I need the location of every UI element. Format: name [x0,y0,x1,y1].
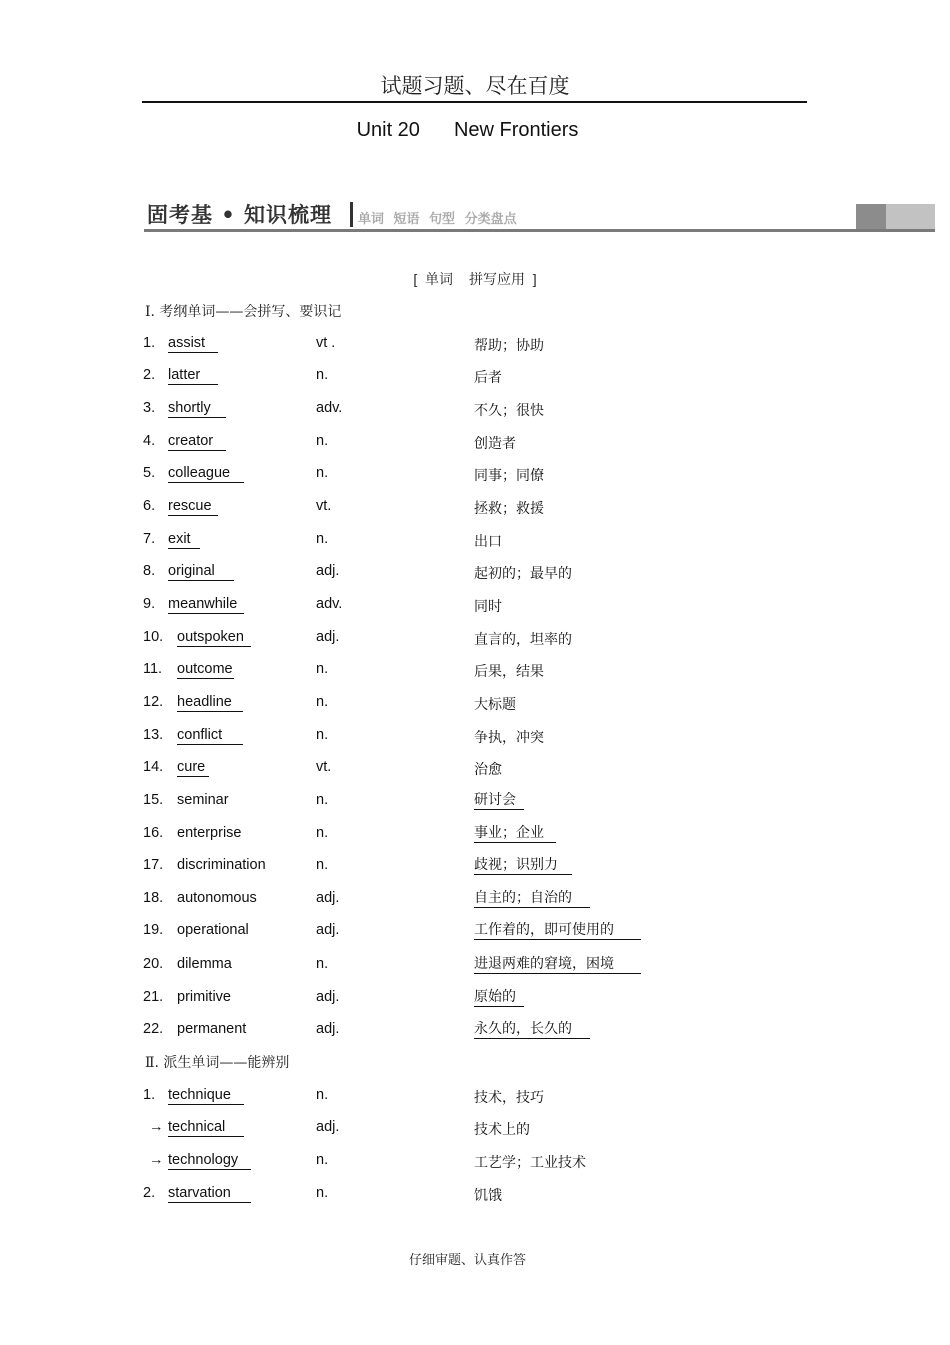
item-number: 14. [143,759,164,775]
banner-subtitle: 单词 短语 句型 分类盘点 [358,212,517,227]
part-of-speech: adv. [316,400,343,416]
english-word: original [168,563,234,581]
item-number: 5. [143,465,156,481]
chinese-meaning: 永久的，长久的 [474,1021,590,1039]
english-word: primitive [177,989,231,1005]
item-number: 9. [143,596,156,612]
chinese-meaning: 起初的；最早的 [474,566,572,582]
word-row [0,400,950,422]
part1-title: Ⅰ. 考纲单词——会拼写、要识记 [145,304,342,320]
item-number: 18. [143,890,164,906]
part-of-speech: n. [316,1087,329,1103]
part-of-speech: vt. [316,759,332,775]
word-row [0,596,950,618]
arrow-icon: → [149,1119,164,1135]
item-number: 4. [143,433,156,449]
item-number: 1. [143,1087,156,1103]
word-row [0,759,950,781]
english-word: discrimination [177,857,266,873]
page-footer: 仔细审题、认真作答 [408,1253,526,1268]
section-header-right: 拼写应用 [469,271,525,287]
item-number: 15. [143,792,164,808]
part-of-speech: adj. [316,989,340,1005]
item-number: 7. [143,531,156,547]
english-word: colleague [168,465,244,483]
english-word: starvation [168,1185,251,1203]
item-number: 2. [143,367,156,383]
part-of-speech: vt . [316,335,336,351]
arrow-icon: → [149,1152,164,1168]
banner-dark-block [856,204,886,229]
part-of-speech: adj. [316,922,340,938]
chinese-meaning: 帮助；协助 [474,338,544,354]
chinese-meaning: 同事；同僚 [474,468,544,484]
part-of-speech: n. [316,433,329,449]
part-of-speech: vt. [316,498,332,514]
banner-underline [144,229,935,232]
word-row [0,1087,950,1109]
item-number: 8. [143,563,156,579]
word-row [0,857,950,879]
header-rule [142,101,807,103]
page-header-title: 试题习题、尽在百度 [380,74,570,98]
word-row [0,922,950,944]
chinese-meaning: 后者 [474,370,502,386]
banner-light-block [886,204,935,229]
english-word: autonomous [177,890,257,906]
part-of-speech: adj. [316,1021,340,1037]
word-row [0,465,950,487]
english-word: outspoken [177,629,251,647]
chinese-meaning: 不久；很快 [474,403,544,419]
word-row [0,563,950,585]
part-of-speech: n. [316,1185,329,1201]
part-of-speech: n. [316,857,329,873]
item-number: 21. [143,989,164,1005]
unit-title [0,119,935,142]
word-row [0,792,950,814]
chinese-meaning: 拯救；救援 [474,501,544,517]
item-number: 2. [143,1185,156,1201]
item-number: 1. [143,335,156,351]
bracket-open: [ [413,271,418,287]
word-row [0,825,950,847]
part-of-speech: n. [316,727,329,743]
english-word: dilemma [177,956,232,972]
part-of-speech: adj. [316,1119,340,1135]
english-word: rescue [168,498,218,516]
part-of-speech: n. [316,531,329,547]
english-word: latter [168,367,218,385]
chinese-meaning: 创造者 [474,436,516,452]
chinese-meaning: 原始的 [474,989,524,1007]
part-of-speech: n. [316,694,329,710]
item-number: 10. [143,629,164,645]
item-number: 19. [143,922,164,938]
chinese-meaning: 治愈 [474,762,502,778]
word-row [0,661,950,683]
word-row [0,367,950,389]
word-row [0,1021,950,1043]
english-word: exit [168,531,200,549]
part-of-speech: adj. [316,890,340,906]
english-word: permanent [177,1021,247,1037]
chinese-meaning: 饥饿 [474,1188,502,1204]
part-of-speech: adj. [316,563,340,579]
word-row [0,498,950,520]
item-number: 6. [143,498,156,514]
part-of-speech: n. [316,956,329,972]
part-of-speech: n. [316,465,329,481]
part-of-speech: n. [316,661,329,677]
section-header [0,269,950,289]
part2-title: Ⅱ. 派生单词——能辨别 [145,1055,290,1071]
part-of-speech: n. [316,792,329,808]
section-header-left: 单词 [425,271,453,287]
english-word: creator [168,433,226,451]
word-row [0,727,950,749]
english-word: outcome [177,661,233,677]
part-of-speech: n. [316,367,329,383]
chinese-meaning: 工艺学；工业技术 [474,1155,586,1171]
english-word: technical [168,1119,244,1137]
part-of-speech: n. [316,1152,329,1168]
part-of-speech: adv. [316,596,343,612]
part-of-speech: adj. [316,629,340,645]
chinese-meaning: 争执，冲突 [474,730,544,746]
word-row [0,890,950,912]
chinese-meaning: 出口 [474,534,502,550]
word-row [0,956,950,978]
section-banner [142,198,935,234]
bracket-close: ] [532,271,537,287]
english-word: conflict [177,727,243,745]
chinese-meaning: 技术上的 [474,1122,530,1138]
word-row [0,1152,950,1174]
english-word: operational [177,922,249,938]
part-of-speech: n. [316,825,329,841]
word-row [0,1185,950,1207]
item-number: 16. [143,825,164,841]
chinese-meaning: 同时 [474,599,502,615]
unit-number: Unit 20 [356,119,420,141]
word-row [0,629,950,651]
item-number: 12. [143,694,164,710]
item-number: 20. [143,956,164,972]
item-number: 22. [143,1021,164,1037]
chinese-meaning: 歧视；识别力 [474,857,572,875]
english-word: meanwhile [168,596,244,614]
english-word: cure [177,759,209,777]
chinese-meaning: 技术，技巧 [474,1090,544,1106]
english-word: assist [168,335,218,353]
unit-name: New Frontiers [453,119,579,141]
english-word: headline [177,694,243,712]
item-number: 11. [143,661,163,677]
chinese-meaning: 工作着的，即可使用的 [474,922,641,940]
english-word: shortly [168,400,226,418]
chinese-meaning: 事业；企业 [474,825,556,843]
english-word: enterprise [177,825,242,841]
chinese-meaning: 自主的；自治的 [474,890,590,908]
chinese-meaning: 大标题 [474,697,516,713]
word-row [0,433,950,455]
chinese-meaning: 研讨会 [474,792,524,810]
english-word: technique [168,1087,244,1105]
word-row [0,531,950,553]
word-row [0,335,950,357]
banner-main-title: 固考基 • 知识梳理 [147,203,333,227]
english-word: technology [168,1152,251,1170]
chinese-meaning: 后果，结果 [474,664,544,680]
word-row [0,694,950,716]
banner-divider [350,202,353,227]
chinese-meaning: 直言的，坦率的 [474,632,572,648]
item-number: 13. [143,727,164,743]
word-row [0,989,950,1011]
english-word: seminar [177,792,229,808]
item-number: 17. [143,857,164,873]
chinese-meaning: 进退两难的窘境，困境 [474,956,641,974]
word-row [0,1119,950,1141]
item-number: 3. [143,400,156,416]
